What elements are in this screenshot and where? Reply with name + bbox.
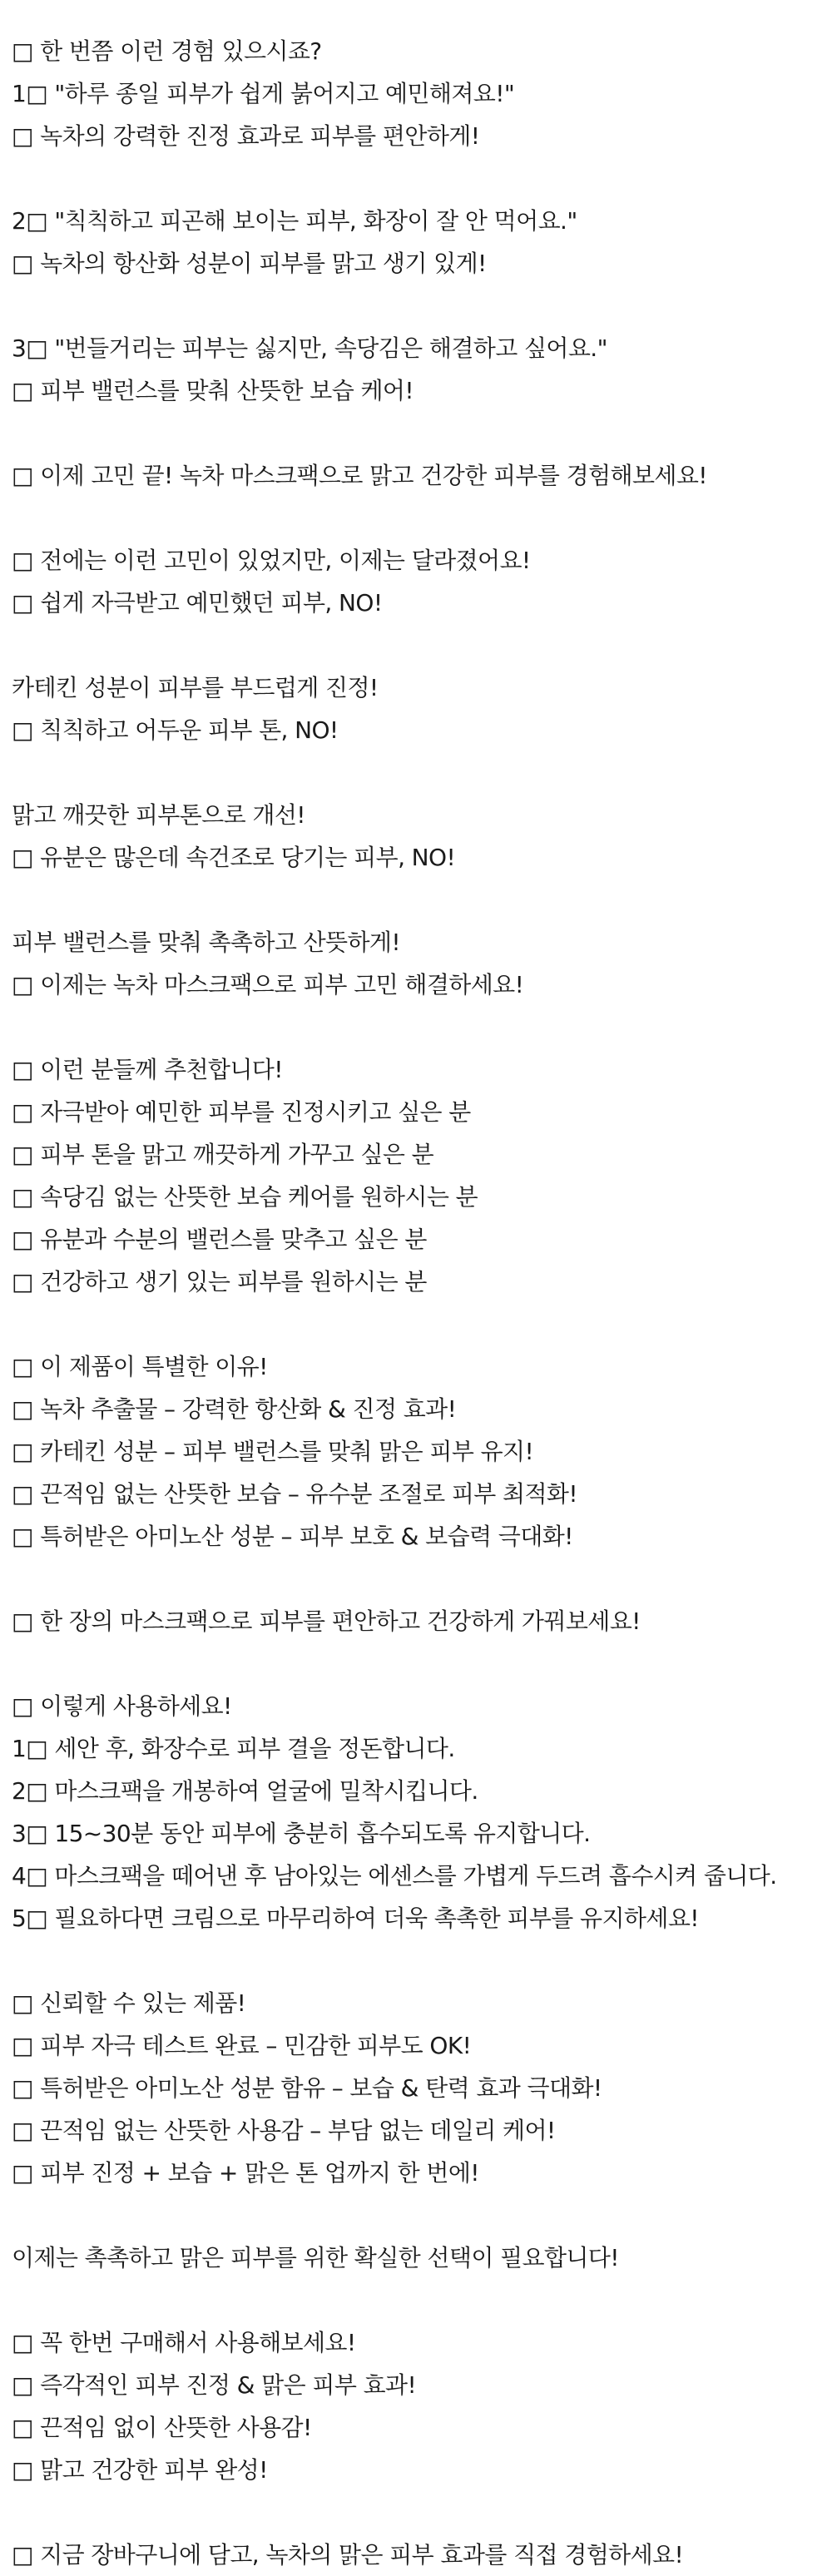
- text-line: 3□ 15~30분 동안 피부에 충분히 흡수되도록 유지합니다.: [12, 1820, 591, 1847]
- text-line: □ 칙칙하고 어두운 피부 톤, NO!: [12, 716, 339, 744]
- blank-line: [12, 1006, 827, 1048]
- text-line: □ 녹차의 항산화 성분이 피부를 맑고 생기 있게!: [12, 250, 487, 277]
- text-line: □ 유분은 많은데 속건조로 당기는 피부, NO!: [12, 844, 456, 871]
- text-line: 피부 밸런스를 맞춰 촉촉하고 산뜻하게!: [12, 929, 400, 956]
- text-line: □ 한 장의 마스크팩으로 피부를 편안하고 건강하게 가꿔보세요!: [12, 1608, 641, 1635]
- text-line: □ 맑고 건강한 피부 완성!: [12, 2456, 268, 2484]
- text-line: □ 지금 장바구니에 담고, 녹차의 맑은 피부 효과를 직접 경험하세요!: [12, 2541, 684, 2569]
- text-line: □ 쉽게 자극받고 예민했던 피부, NO!: [12, 589, 383, 617]
- blank-line: [12, 879, 827, 921]
- text-line: □ 즉각적인 피부 진정 & 맑은 피부 효과!: [12, 2371, 417, 2399]
- blank-line: [12, 1558, 827, 1600]
- text-line: □ 건강하고 생기 있는 피부를 원하시는 분: [12, 1268, 427, 1295]
- text-line: 카테킨 성분이 피부를 부드럽게 진정!: [12, 674, 379, 701]
- text-line: 이제는 촉촉하고 맑은 피부를 위한 확실한 선택이 필요합니다!: [12, 2244, 619, 2271]
- text-line: □ 이제 고민 끝! 녹차 마스크팩으로 맑고 건강한 피부를 경험해보세요!: [12, 462, 707, 489]
- blank-line: [12, 2279, 827, 2321]
- blank-line: [12, 497, 827, 539]
- text-line: 3□ "번들거리는 피부는 싫지만, 속당김은 해결하고 싶어요.": [12, 334, 607, 362]
- blank-line: [12, 2491, 827, 2534]
- text-line: 5□ 필요하다면 크림으로 마무리하여 더욱 촉촉한 피부를 유지하세요!: [12, 1905, 699, 1932]
- text-line: □ 피부 자극 테스트 완료 – 민감한 피부도 OK!: [12, 2032, 472, 2059]
- text-line: □ 피부 톤을 맑고 깨끗하게 가꾸고 싶은 분: [12, 1141, 434, 1168]
- text-line: □ 끈적임 없이 산뜻한 사용감!: [12, 2414, 312, 2441]
- text-line: □ 카테킨 성분 – 피부 밸런스를 맞춰 맑은 피부 유지!: [12, 1438, 534, 1465]
- text-line: □ 유분과 수분의 밸런스를 맞추고 싶은 분: [12, 1226, 427, 1253]
- text-line: □ 이렇게 사용하세요!: [12, 1692, 232, 1720]
- document-body: [12, 30, 827, 2576]
- text-line: □ 이런 분들께 추천합니다!: [12, 1056, 283, 1083]
- text-line: □ 전에는 이런 고민이 있었지만, 이제는 달라졌어요!: [12, 547, 531, 574]
- text-line: □ 피부 밸런스를 맞춰 산뜻한 보습 케어!: [12, 377, 414, 404]
- text-line: □ 피부 진정 + 보습 + 맑은 톤 업까지 한 번에!: [12, 2159, 479, 2187]
- blank-line: [12, 1303, 827, 1345]
- text-line: □ 특허받은 아미노산 성분 함유 – 보습 & 탄력 효과 극대화!: [12, 2074, 602, 2102]
- blank-line: [12, 285, 827, 327]
- blank-line: [12, 157, 827, 200]
- text-line: 2□ "칙칙하고 피곤해 보이는 피부, 화장이 잘 안 먹어요.": [12, 207, 577, 235]
- text-line: □ 신뢰할 수 있는 제품!: [12, 1989, 246, 2017]
- text-line: □ 이제는 녹차 마스크팩으로 피부 고민 해결하세요!: [12, 971, 524, 998]
- text-line: 1□ 세안 후, 화장수로 피부 결을 정돈합니다.: [12, 1735, 455, 1762]
- blank-line: [12, 1939, 827, 1982]
- text-line: □ 끈적임 없는 산뜻한 사용감 – 부담 없는 데일리 케어!: [12, 2117, 556, 2144]
- blank-line: [12, 624, 827, 666]
- text-line: □ 특허받은 아미노산 성분 – 피부 보호 & 보습력 극대화!: [12, 1523, 573, 1550]
- blank-line: [12, 2194, 827, 2237]
- blank-line: [12, 751, 827, 794]
- text-line: 1□ "하루 종일 피부가 쉽게 붉어지고 예민해져요!": [12, 80, 515, 107]
- text-line: 맑고 깨끗한 피부톤으로 개선!: [12, 801, 305, 829]
- text-line: □ 녹차 추출물 – 강력한 항산화 & 진정 효과!: [12, 1395, 457, 1423]
- text-line: □ 끈적임 없는 산뜻한 보습 – 유수분 조절로 피부 최적화!: [12, 1480, 577, 1508]
- blank-line: [12, 1642, 827, 1685]
- blank-line: [12, 412, 827, 454]
- text-line: □ 속당김 없는 산뜻한 보습 케어를 원하시는 분: [12, 1183, 478, 1211]
- text-line: □ 한 번쯤 이런 경험 있으시죠?: [12, 37, 322, 65]
- text-line: 4□ 마스크팩을 떼어낸 후 남아있는 에센스를 가볍게 두드려 흡수시켜 줍니다.: [12, 1862, 777, 1890]
- text-line: □ 자극받아 예민한 피부를 진정시키고 싶은 분: [12, 1098, 471, 1126]
- text-line: 2□ 마스크팩을 개봉하여 얼굴에 밀착시킵니다.: [12, 1777, 478, 1805]
- text-line: □ 꼭 한번 구매해서 사용해보세요!: [12, 2329, 356, 2356]
- text-line: □ 녹차의 강력한 진정 효과로 피부를 편안하게!: [12, 122, 480, 150]
- text-line: □ 이 제품이 특별한 이유!: [12, 1353, 268, 1380]
